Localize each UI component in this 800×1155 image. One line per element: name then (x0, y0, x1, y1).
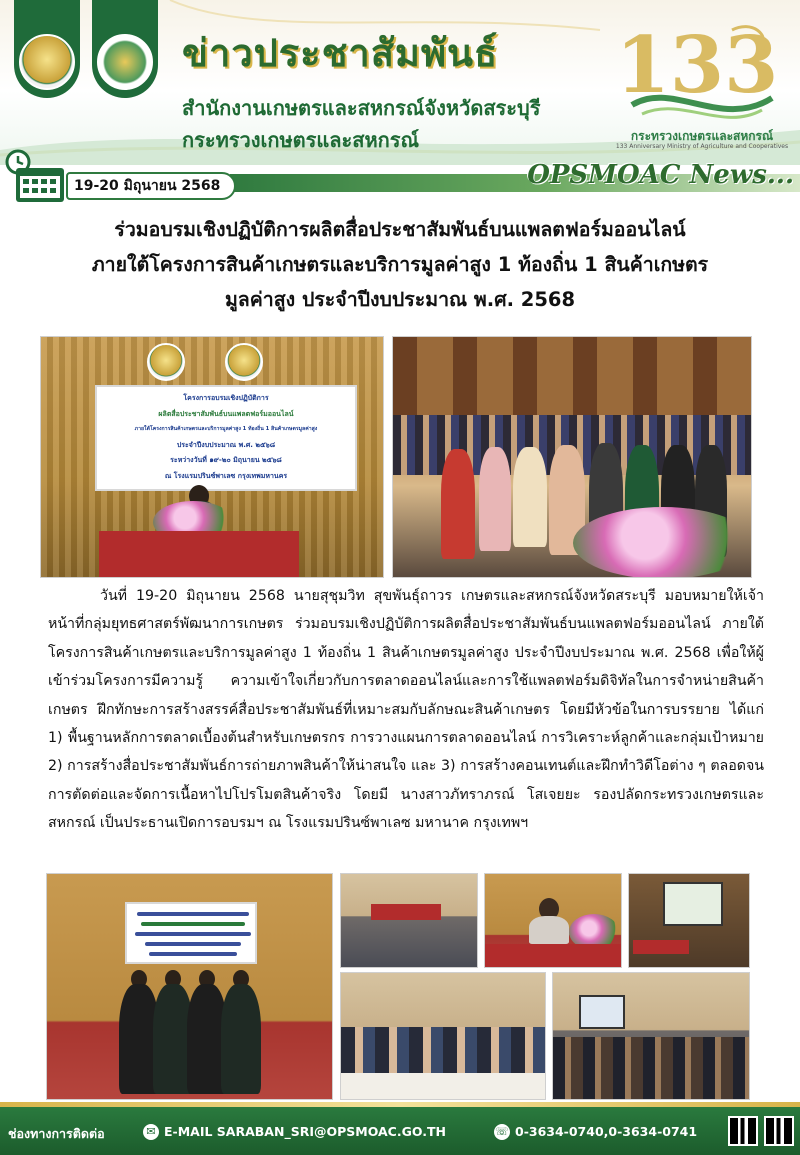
lecture-audience (553, 1037, 750, 1100)
phone-icon: ☏ (495, 1125, 509, 1138)
group-person (479, 447, 511, 551)
anniversary-ministry-th: กระทรวงเกษตรและสหกรณ์ (630, 129, 774, 143)
headline-line-1: ร่วมอบรมเชิงปฏิบัติการผลิตสื่อประชาสัมพันธ์บนแพลตฟอร์มออนไลน์ (114, 218, 686, 241)
flower-arrangement (573, 507, 752, 578)
projector-screen (579, 995, 625, 1029)
banner-line-5: ระหว่างวันที่ ๑๙-๒๐ มิถุนายน ๒๕๖๘ (170, 456, 282, 464)
contact-label: ช่องทางการติดต่อ (8, 1126, 105, 1141)
event-date: 19-20 มิถุนายน 2568 (66, 172, 236, 200)
photo-audience-wide (340, 873, 478, 968)
work-table (341, 1073, 546, 1100)
ministry-logo-tab (14, 0, 80, 98)
calendar-clock-icon (4, 148, 68, 204)
banner-line-3: ภายใต้โครงการสินค้าเกษตรและบริการมูลค่าสูง 1 ท้องถิ่น 1 สินค้าเกษตรมูลค่าสูง (134, 426, 318, 432)
province-logo-tab (92, 0, 158, 98)
podium-table (99, 531, 299, 578)
photo-participants-working (340, 972, 546, 1100)
photo-four-staff (46, 873, 333, 1100)
photo-group-in-hall (392, 336, 752, 578)
news-label: OPSMOAC News... (527, 160, 794, 190)
staff-person (221, 984, 261, 1094)
contact-phone[interactable]: 0-3634-0740,0-3634-0741 (515, 1124, 698, 1139)
ministry-seal-icon (147, 343, 185, 381)
anniversary-133-logo (612, 10, 782, 130)
contact-email[interactable]: E-MAIL SARABAN_SRI@OPSMOAC.GO.TH (164, 1124, 446, 1139)
mail-icon: ✉ (143, 1124, 159, 1140)
ministry-seal-icon (19, 34, 75, 90)
anniversary-number: 133 (615, 20, 779, 111)
projector-screen (663, 882, 723, 926)
event-banner-sign (95, 385, 357, 491)
speaker-body (529, 916, 569, 944)
headline-line-2: ภายใต้โครงการสินค้าเกษตรและบริการมูลค่าสูง 1 ท้องถิ่น 1 สินค้าเกษตร (91, 253, 709, 276)
photo-lecture-room (552, 972, 750, 1100)
speaker-table (485, 944, 622, 968)
hall-wall-panels (393, 337, 752, 417)
banner-line-6: ณ โรงแรมปรินซ์พาเลซ กรุงเทพมหานคร (164, 471, 288, 480)
banner-line-4: ประจำปีงบประมาณ พ.ศ. ๒๕๖๘ (176, 440, 276, 449)
province-seal-icon (225, 343, 263, 381)
province-seal-icon (97, 34, 153, 90)
group-person (441, 449, 475, 559)
ministry-name: กระทรวงเกษตรและสหกรณ์ (182, 128, 420, 152)
headline-line-3: มูลค่าสูง ประจำปีงบประมาณ พ.ศ. 2568 (224, 288, 576, 311)
event-banner-sign-small (125, 902, 257, 964)
banner-line-2: ผลิตสื่อประชาสัมพันธ์บนแพลตฟอร์มออนไลน์ (158, 409, 294, 418)
group-person (513, 447, 547, 547)
banner-line-1: โครงการอบรมเชิงปฏิบัติการ (183, 394, 269, 402)
qr-code-icon[interactable] (728, 1116, 758, 1146)
photo-projector-screen (628, 873, 750, 968)
front-table (633, 940, 689, 954)
headline (30, 212, 770, 317)
photo-speaker-podium (40, 336, 384, 578)
stage-table (371, 904, 441, 920)
qr-code-icon[interactable] (764, 1116, 794, 1146)
news-body-paragraph: วันที่ 19-20 มิถุนายน 2568 นายสุชุมวิท สุขพันธุ์ถาวร เกษตรและสหกรณ์จังหวัดสระบุรี มอบหมายให้เจ้าหน้าที่กลุ่มยุทธศาสตร์พัฒนาการเกษตร ร่วมอบรมเชิงปฏิบัติการผลิตสื่อประชาสัมพันธ์บนแพลตฟอร์มออนไลน์ ภายใต้โครงการสินค้าเกษตรและบริการมูลค่าสูง 1 ท้องถิ่น 1 สินค้าเกษตรมูลค่าสูง ประจำปีงบประมาณ พ.ศ. 2568 เพื่อให้ผู้เข้าร่วมโครงการมีความรู้ ความเข้าใจเกี่ยวกับการตลาดออนไลน์และการใช้แพลตฟอร์มดิจิทัลในการจำหน่ายสินค้าเกษตร ฝึกทักษะการสร้างสรรค์สื่อประชาสัมพันธ์ที่เหมาะสมกับลักษณะสินค้าเกษตร โดยมีหัวข้อในการบรรยาย ได้แก่ 1) พื้นฐานหลักการตลาดเบื้องต้นสำหรับเกษตรกร การวางแผนการตลาดออนไลน์ การวิเคราะห์ลูกค้าและกลุ่มเป้าหมาย 2) การสร้างสื่อประชาสัมพันธ์การถ่ายภาพสินค้าให้น่าสนใจ และ 3) การสร้างคอนเทนต์และฝึกทำวิดีโอต่าง ๆ ตลอดจนการตัดต่อและจัดการเนื้อหาไปโปรโมตสินค้าจริง โดยมี นางสาวภัทราภรณ์ โสเจยยะ รองปลัดกระทรวงเกษตรและสหกรณ์ เป็นประธานเปิดการอบรมฯ ณ โรงแรมปรินซ์พาเลซ มหานาค กรุงเทพฯ (48, 588, 764, 832)
office-name: สำนักงานเกษตรและสหกรณ์จังหวัดสระบุรี (182, 96, 541, 120)
photo-speaker-at-table (484, 873, 622, 968)
anniversary-ministry-en: 133 Anniversary Ministry of Agriculture and Cooperatives (615, 143, 789, 150)
page-title: ข่าวประชาสัมพันธ์ (182, 30, 499, 75)
